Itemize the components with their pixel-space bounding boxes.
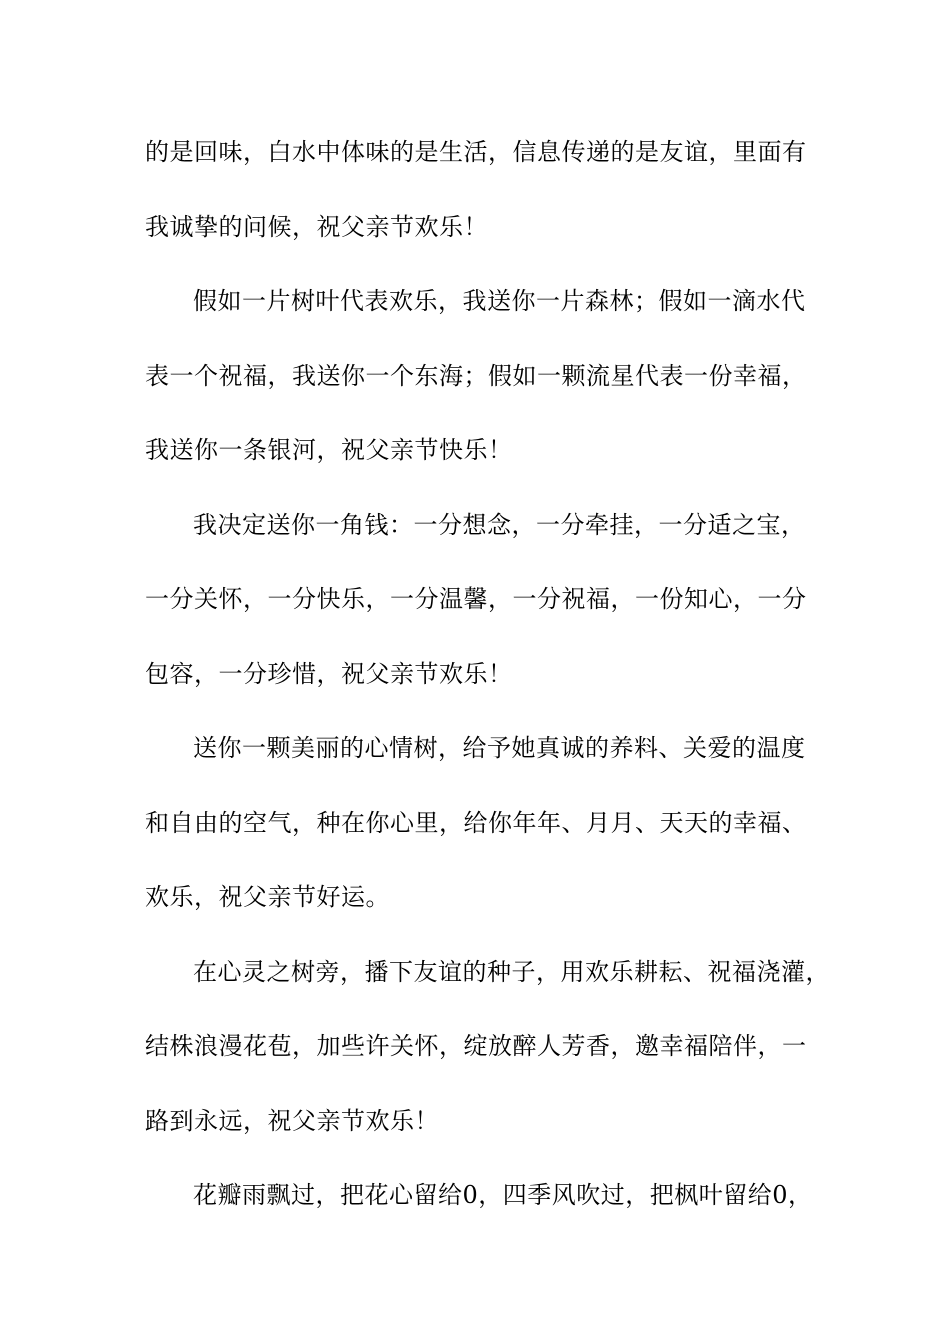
paragraph-start-line: 假如一片树叶代表欢乐，我送你一片森林；假如一滴水代	[193, 287, 806, 315]
text-line: 的是回味，白水中体味的是生活，信息传递的是友谊，里面有	[145, 138, 807, 166]
body-text	[145, 128, 830, 1246]
paragraph-start-line: 我决定送你一角钱：一分想念，一分牵挂，一分适之宝，	[193, 510, 806, 539]
text-line: 表一个祝福，我送你一个东海；假如一颗流星代表一份幸福，	[145, 361, 807, 390]
text-line: 包容，一分珍惜，祝父亲节欢乐！	[145, 659, 513, 688]
text-line: 结株浪漫花苞，加些许关怀，绽放醉人芳香，邀幸福陪伴，一	[145, 1032, 807, 1060]
text-line: 我诚挚的问候，祝父亲节欢乐！	[145, 212, 488, 241]
text-line: 一分关怀，一分快乐，一分温馨，一分祝福，一份知心，一分	[145, 585, 807, 613]
paragraph-start-line: 送你一颗美丽的心情树，给予她真诚的养料、关爱的温度	[193, 734, 806, 762]
text-line: 欢乐，祝父亲节好运。	[145, 883, 390, 911]
text-line: 我送你一条银河，祝父亲节快乐！	[145, 436, 513, 464]
paragraph-start-line: 在心灵之树旁，播下友谊的种子，用欢乐耕耘、祝福浇灌，	[193, 957, 830, 986]
text-line: 和自由的空气，种在你心里，给你年年、月月、天天的幸福、	[145, 808, 807, 837]
paragraph-start-line: 花瓣雨飘过，把花心留给0，四季风吹过，把枫叶留给0，	[193, 1181, 813, 1209]
text-line: 路到永远，祝父亲节欢乐！	[145, 1106, 439, 1135]
